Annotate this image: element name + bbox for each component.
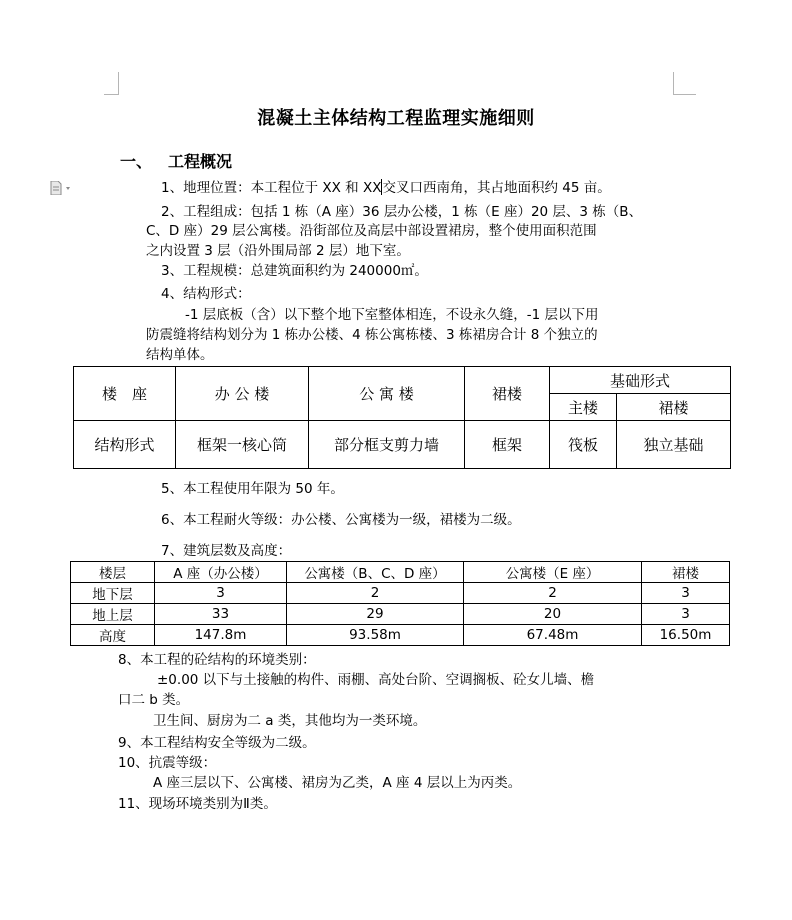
section-number: 一、: [120, 152, 153, 171]
paragraph-structure-3: 结构单体。: [146, 347, 214, 363]
table-cell: 结构形式: [74, 421, 176, 469]
paragraph-scale: 3、工程规模：总建筑面积约为 240000㎡。: [161, 263, 428, 279]
table-header-cell: 楼 座: [74, 367, 176, 421]
crop-mark-top-left: [104, 72, 119, 95]
table-cell: 29: [287, 604, 464, 625]
table-header-cell: 裙楼: [465, 367, 550, 421]
paragraph-site-environment: 11、现场环境类别为Ⅱ类。: [118, 796, 277, 812]
paragraph-floors-height: 7、建筑层数及高度：: [161, 543, 292, 559]
table-cell: 2: [287, 583, 464, 604]
table-header-cell: 基础形式: [550, 367, 731, 394]
table-cell: 高度: [71, 625, 155, 646]
table-header-cell: A 座（办公楼）: [155, 562, 287, 583]
table-cell: 3: [155, 583, 287, 604]
table-cell: 地下层: [71, 583, 155, 604]
table-cell: 67.48m: [464, 625, 642, 646]
paragraph-structure-form: 4、结构形式：: [161, 286, 251, 302]
structure-table: [73, 366, 731, 469]
paragraph-environment-3: 卫生间、厨房为二 a 类，其他均为一类环境。: [153, 713, 427, 729]
table-cell: 147.8m: [155, 625, 287, 646]
table-header-row: [71, 562, 730, 583]
paragraph-seismic-grade: 10、抗震等级：: [118, 755, 217, 771]
paragraph-environment-1: ±0.00 以下与土接触的构件、雨棚、高处台阶、空调搁板、砼女儿墙、檐: [157, 672, 595, 688]
paragraph-composition-3: 之内设置 3 层（沿外围局部 2 层）地下室。: [146, 243, 410, 259]
table-header-cell: 办 公 楼: [176, 367, 309, 421]
paragraph-service-life: 5、本工程使用年限为 50 年。: [161, 481, 344, 497]
table-cell: 2: [464, 583, 642, 604]
paragraph-environment-category: 8、本工程的砼结构的环境类别：: [118, 652, 316, 668]
table-cell: 筏板: [550, 421, 617, 469]
table-cell: 部分框支剪力墙: [309, 421, 465, 469]
table-header-cell: 公寓楼（E 座）: [464, 562, 642, 583]
table-cell: 20: [464, 604, 642, 625]
table-cell: 93.58m: [287, 625, 464, 646]
table-cell: 框架: [465, 421, 550, 469]
document-title: 混凝土主体结构工程监理实施细则: [257, 108, 535, 129]
table-header-cell: 主楼: [550, 394, 617, 421]
table-cell: 16.50m: [642, 625, 730, 646]
paragraph-composition-2: C、D 座）29 层公寓楼。沿街部位及高层中部设置裙房，整个使用面积范围: [146, 223, 597, 239]
paragraph-fire-rating: 6、本工程耐火等级：办公楼、公寓楼为一级，裙楼为二级。: [161, 512, 521, 528]
text-location-a: 1、地理位置：本工程位于 XX 和 XX: [161, 180, 382, 196]
table-cell: 独立基础: [617, 421, 731, 469]
table-header-cell: 楼层: [71, 562, 155, 583]
table-row: [71, 604, 730, 625]
document-options-icon[interactable]: [50, 181, 74, 195]
table-cell: 3: [642, 583, 730, 604]
paragraph-seismic-detail: A 座三层以下、公寓楼、裙房为乙类，A 座 4 层以上为丙类。: [153, 775, 522, 791]
paragraph-location: [161, 178, 611, 198]
paragraph-environment-2: 口二 b 类。: [118, 692, 190, 708]
table-cell: 3: [642, 604, 730, 625]
table-header-cell: 公 寓 楼: [309, 367, 465, 421]
section-title: 工程概况: [168, 152, 233, 171]
paragraph-safety-grade: 9、本工程结构安全等级为二级。: [118, 735, 316, 751]
crop-mark-top-right: [673, 72, 696, 95]
paragraph-composition-1: 2、工程组成：包括 1 栋（A 座）36 层办公楼，1 栋（E 座）20 层、3 栋（B、: [161, 204, 643, 220]
paragraph-structure-2: 防震缝将结构划分为 1 栋办公楼、4 栋公寓栋楼、3 栋裙房合计 8 个独立的: [146, 327, 598, 343]
table-header-cell: 裙楼: [617, 394, 731, 421]
table-header-cell: 公寓楼（B、C、D 座）: [287, 562, 464, 583]
table-header-cell: 裙楼: [642, 562, 730, 583]
table-row: [74, 421, 731, 469]
table-row: [71, 625, 730, 646]
text-location-b: 交叉口西南角，其占地面积约 45 亩。: [382, 180, 611, 196]
table-row: [71, 583, 730, 604]
table-cell: 33: [155, 604, 287, 625]
section-heading: [120, 149, 232, 172]
floors-table: [70, 561, 730, 646]
table-cell: 框架一核心筒: [176, 421, 309, 469]
table-cell: 地上层: [71, 604, 155, 625]
paragraph-structure-1: -1 层底板（含）以下整个地下室整体相连，不设永久缝，-1 层以下用: [185, 307, 599, 323]
